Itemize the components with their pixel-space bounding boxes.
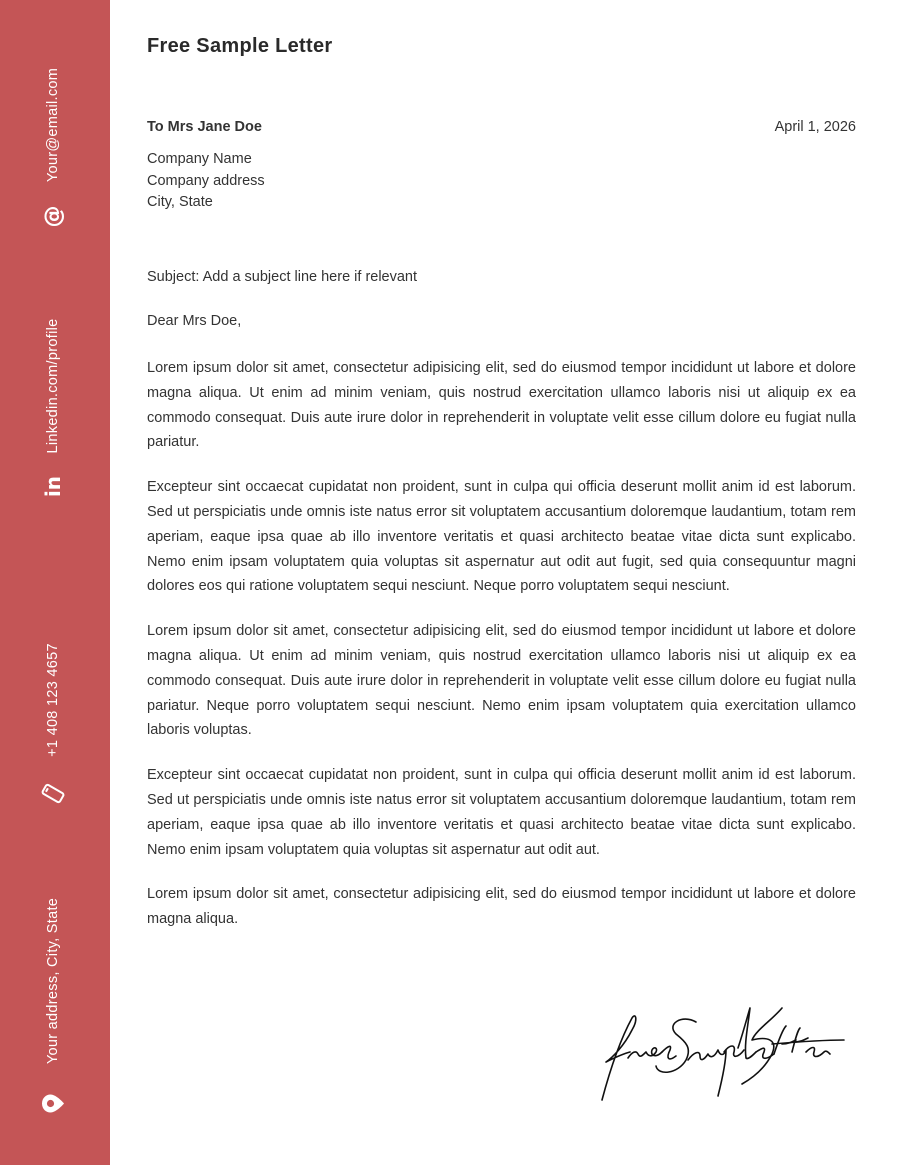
sidebar [0, 0, 110, 1165]
svg-text:@: @ [41, 205, 65, 228]
sidebar-phone: +1 408 123 4657 [45, 643, 61, 757]
sidebar-address: Your address, City, State [45, 897, 61, 1065]
address-line: City, State [147, 194, 213, 210]
body-paragraph: Excepteur sint occaecat cupidatat non proident, sunt in culpa qui officia deserunt mollit anim id est laborum. Sed ut perspiciatis unde omnis iste natus error sit voluptatem accusantium doloremque laudantium, totam rem aperiam, eaque ipsa quae ab illo inventore veritatis et quasi architecto beatae vitae dicta sunt explicabo. Nemo enim ipsam voluptatem quia voluptas sit aspernatur aut odit aut. [147, 767, 856, 858]
letter-body [147, 356, 856, 952]
letter-date: April 1, 2026 [774, 119, 856, 135]
letter-title: Free Sample Letter [147, 35, 333, 57]
body-paragraph: Lorem ipsum dolor sit amet, consectetur adipisicing elit, sed do eiusmod tempor incididunt ut labore et dolore magna aliqua. Ut enim ad minim veniam, quis nostrud exercitation ullamco laboris nisi ut aliquip ex ea commodo consequat. Duis aute irure dolor in reprehenderit in voluptate velit esse cillum dolore eu fugiat nulla pariatur. [147, 360, 856, 451]
recipient-address [147, 149, 265, 214]
address-line: Company address [147, 172, 265, 189]
recipient-name: To Mrs Jane Doe [147, 119, 262, 135]
salutation: Dear Mrs Doe, [147, 313, 242, 329]
body-paragraph: Excepteur sint occaecat cupidatat non proident, sunt in culpa qui officia deserunt mollit anim id est laborum. Sed ut perspiciatis unde omnis iste natus error sit voluptatem accusantium doloremque laudantium, totam rem aperiam, eaque ipsa quae ab illo inventore veritatis et quasi architecto beatae vitae dicta sunt explicabo. Nemo enim ipsam voluptatem quia voluptas sit aspernatur aut odit aut fugit, sed quia consequuntur magni dolores eos qui ratione voluptatem sequi nesciunt. Neque porro voluptatem sequi nesciunt. [147, 479, 856, 595]
sidebar-email: Your@email.com [45, 67, 61, 183]
body-paragraph: Lorem ipsum dolor sit amet, consectetur adipisicing elit, sed do eiusmod tempor incididunt ut labore et dolore magna aliqua. Ut enim ad minim veniam, quis nostrud exercitation ullamco laboris nisi ut aliquip ex ea commodo consequat. Duis aute irure dolor in reprehenderit in voluptate velit esse cillum dolore eu fugiat nulla pariatur. Neque porro voluptatem sequi nesciunt. Nemo enim ipsam voluptatem quia exercitation ullamco laboris voluptas. [147, 623, 856, 739]
svg-text:in: in [41, 475, 65, 498]
location-pin-icon [40, 1091, 66, 1122]
address-line: Company Name [147, 151, 252, 167]
linkedin-icon [41, 475, 65, 504]
body-paragraph: Lorem ipsum dolor sit amet, consectetur adipisicing elit, sed do eiusmod tempor incididunt ut labore et dolore magna aliqua. [147, 886, 856, 928]
phone-icon [40, 781, 66, 812]
sidebar-linkedin: Linkedin.com/profile [45, 318, 61, 454]
at-icon [41, 205, 65, 234]
handwritten-signature [596, 1000, 846, 1108]
subject-line: Subject: Add a subject line here if relevant [147, 269, 418, 285]
